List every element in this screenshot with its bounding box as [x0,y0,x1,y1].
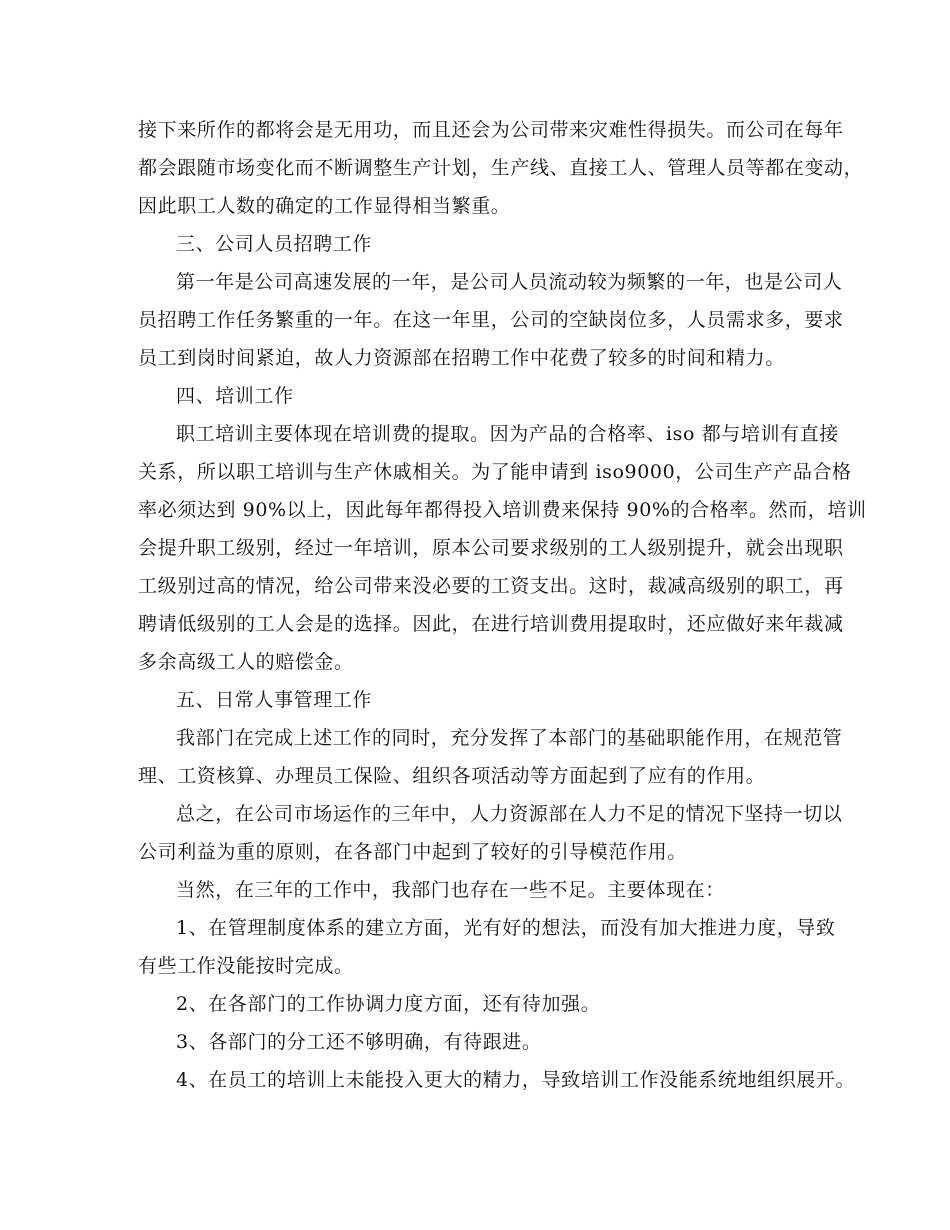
body-text-line: 工级别过高的情况，给公司带来没必要的工资支出。这时，裁减高级别的职工，再 [138,575,844,597]
body-text-line: 接下来所作的都将会是无用功，而且还会为公司带来灾难性得损失。而公司在每年 [138,119,844,141]
list-item: 1、在管理制度体系的建立方面，光有好的想法，而没有加大推进力度，导致 [176,917,836,939]
section-heading: 五、日常人事管理工作 [176,689,373,711]
body-text-line: 公司利益为重的原则，在各部门中起到了较好的引导模范作用。 [138,841,687,863]
body-text-line: 当然，在三年的工作中，我部门也存在一些不足。主要体现在： [176,879,725,901]
section-heading: 三、公司人员招聘工作 [176,233,373,255]
body-text-line: 员工到岗时间紧迫，故人力资源部在招聘工作中花费了较多的时间和精力。 [138,347,785,369]
body-text-line: 多余高级工人的赔偿金。 [138,651,354,673]
body-text-line: 都会跟随市场变化而不断调整生产计划，生产线、直接工人、管理人员等都在变动， [138,157,864,179]
body-text-line: 关系，所以职工培训与生产休戚相关。为了能申请到 iso9000，公司生产产品合格 [138,461,852,483]
body-text-line: 我部门在完成上述工作的同时，充分发挥了本部门的基础职能作用，在规范管 [176,727,843,749]
body-text-line: 职工培训主要体现在培训费的提取。因为产品的合格率、iso 都与培训有直接 [176,423,839,445]
body-text-line: 会提升职工级别，经过一年培训，原本公司要求级别的工人级别提升，就会出现职 [138,537,844,559]
body-text-line: 员招聘工作任务繁重的一年。在这一年里，公司的空缺岗位多，人员需求多，要求 [138,309,844,331]
body-text-line: 有些工作没能按时完成。 [138,955,354,977]
list-item: 4、在员工的培训上未能投入更大的精力，导致培训工作没能系统地组织展开。 [176,1069,856,1091]
body-text-line: 率必须达到 90%以上，因此每年都得投入培训费来保持 90%的合格率。然而，培训 [138,499,867,521]
body-text-line: 因此职工人数的确定的工作显得相当繁重。 [138,195,511,217]
body-text-line: 第一年是公司高速发展的一年，是公司人员流动较为频繁的一年，也是公司人 [176,271,843,293]
section-heading: 四、培训工作 [176,385,294,407]
list-item: 3、各部门的分工还不够明确，有待跟进。 [176,1031,542,1053]
body-text-line: 总之，在公司市场运作的三年中，人力资源部在人力不足的情况下坚持一切以 [176,803,843,825]
list-item: 2、在各部门的工作协调力度方面，还有待加强。 [176,993,601,1015]
body-text-line: 聘请低级别的工人会是的选择。因此，在进行培训费用提取时，还应做好来年裁减 [138,613,844,635]
body-text-line: 理、工资核算、办理员工保险、组织各项活动等方面起到了应有的作用。 [138,765,766,787]
